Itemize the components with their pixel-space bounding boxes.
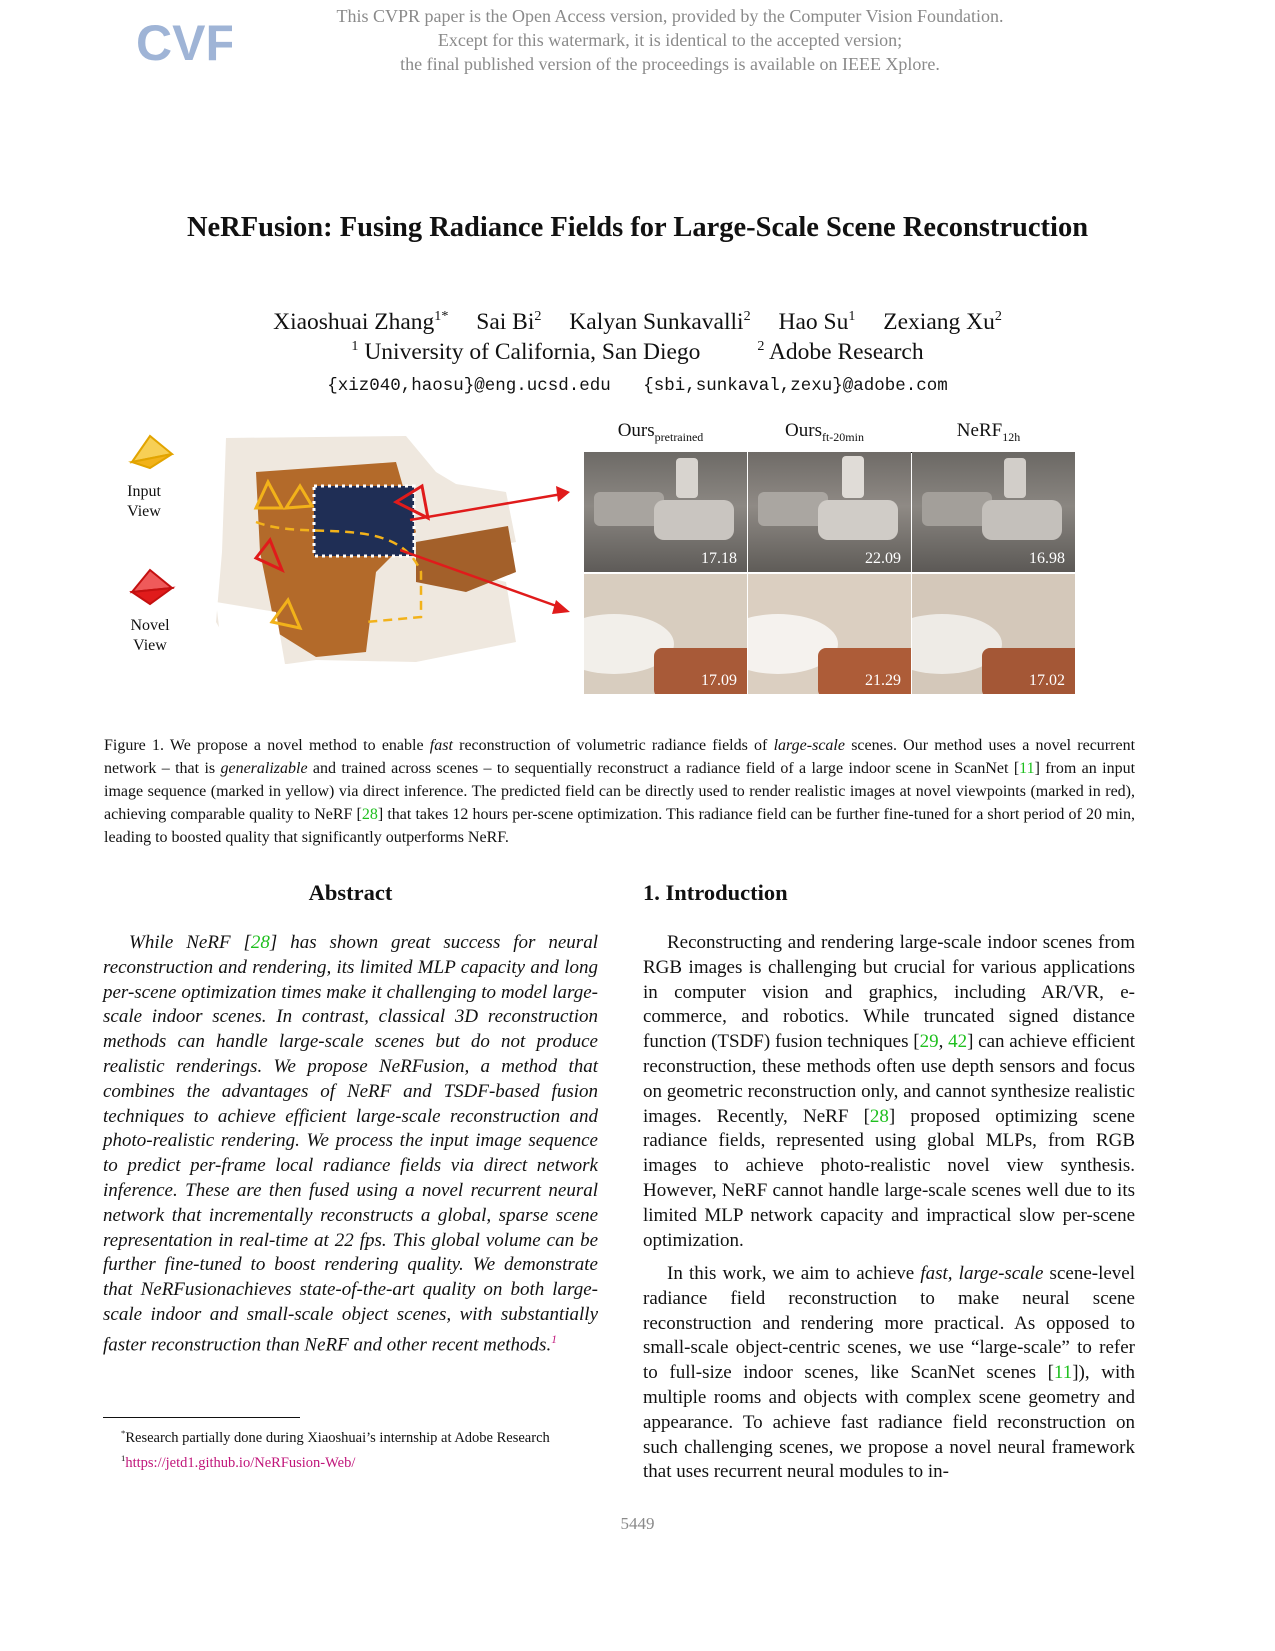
affiliation: $^1$ University of California, San Diego xyxy=(351,338,701,365)
figure-1 xyxy=(100,420,1130,710)
introduction-heading: 1. Introduction xyxy=(643,880,788,905)
citation-link[interactable]: 42 xyxy=(948,1031,968,1053)
abstract-text: While NeRF [28] has shown great success for neural reconstruction and rendering, its limited MLP capacity and long per-scene optimization times make it challenging to model large-scale indoor scenes. In contrast, classical 3D reconstruction methods can handle large-scale scenes but do not produce realistic renderings. We propose NeRFusion, a method that combines the advantages of NeRF and TSDF-based fusion techniques to achieve efficient large-scale reconstruction and photo-realistic rendering. We process the input image sequence to predict per-frame local radiance fields via direct network inference. These are then fused using a novel recurrent neural network that incrementally reconstructs a global, sparse scene representation in real-time at 22 fps. This global volume can be further fine-tuned to boost rendering quality. We demonstrate that NeRFusionachieves state-of-the-art quality on both large-scale indoor and small-scale object scenes, with substantially faster reconstruction than NeRF and other recent methods.$^1$ xyxy=(103,932,598,1356)
render-photo xyxy=(748,574,911,694)
column-header: Ours$_{ft-20min}$ xyxy=(785,420,864,444)
abstract-heading: Abstract xyxy=(308,880,393,905)
watermark-line: the final published version of the proceedings is available on IEEE Xplore. xyxy=(400,54,940,74)
footnote-rule xyxy=(103,1417,300,1418)
affiliations xyxy=(0,338,1275,366)
render-photo xyxy=(584,452,747,572)
cvf-logo xyxy=(136,12,232,76)
email: {sbi,sunkaval,zexu}@adobe.com xyxy=(643,376,948,396)
render-photo xyxy=(584,574,747,694)
footnotes xyxy=(103,1423,598,1473)
citation-link[interactable]: 28 xyxy=(361,806,378,823)
psnr-score: 21.29 xyxy=(865,672,901,689)
render-photo xyxy=(912,452,1075,572)
citation-link[interactable]: 11 xyxy=(1019,760,1035,777)
author: Kalyan Sunkavalli$^2$ xyxy=(569,308,751,335)
author: Sai Bi$^2$ xyxy=(476,308,542,335)
introduction-paragraph: Reconstructing and rendering large-scale indoor scenes from RGB images is challenging but crucial for various applications in computer vision and graphics, including AR/VR, e-commerce, and robotics. While truncated signed distance function (TSDF) fusion techniques [29, 42] can achieve efficient reconstruction, these methods often use depth sensors and focus on geometric reconstruction only, and cannot synthesize realistic images. Recently, NeRF [28] proposed optimizing scene radiance fields, represented using global MLPs, from RGB images to achieve photo-realistic novel view synthesis. However, NeRF cannot handle large-scale scenes well due to its limited MLP network capacity and impractical slow per-scene optimization. xyxy=(643,932,1136,1251)
column-header: NeRF$_{12h}$ xyxy=(956,420,1021,444)
render-photo xyxy=(912,574,1075,694)
watermark-line: This CVPR paper is the Open Access version, provided by the Computer Vision Foundation. xyxy=(336,6,1004,26)
page-number: 5449 xyxy=(620,1514,655,1533)
paper-title: NeRFusion: Fusing Radiance Fields for Large-Scale Scene Reconstruction xyxy=(186,212,1089,243)
affiliation: $^2$ Adobe Research xyxy=(757,338,924,365)
psnr-score: 22.09 xyxy=(865,550,901,567)
novel-view-camera-icon xyxy=(128,566,176,610)
author: Zexiang Xu$^2$ xyxy=(883,308,1002,335)
watermark-line: Except for this watermark, it is identical to the accepted version; xyxy=(437,30,903,50)
open-access-watermark xyxy=(240,4,1100,76)
psnr-score: 17.09 xyxy=(701,672,737,689)
novel-view-label: Novel View xyxy=(130,617,170,654)
author: Hao Su$^1$ xyxy=(778,308,856,335)
footnote: *Research partially done during Xiaoshuai’s internship at Adobe Research xyxy=(121,1428,550,1446)
introduction-paragraph: In this work, we aim to achieve fast, large-scale scene-level radiance field reconstruction to make neural scene reconstruction and rendering more practical. As opposed to small-scale object-centric scenes, we use “large-scale” to refer to full-size indoor scenes, like ScanNet scenes [11]), with multiple rooms and objects with complex scene geometry and appearance. To achieve fast radiance field reconstruction on such challenging scenes, we propose a novel neural framework that uses recurrent neural modules to in- xyxy=(643,1263,1135,1483)
citation-link[interactable]: 29 xyxy=(919,1031,939,1053)
author-list xyxy=(0,308,1275,336)
column-header: Ours$_{pretrained}$ xyxy=(617,420,704,444)
psnr-score: 16.98 xyxy=(1029,550,1065,567)
projection-arrows xyxy=(400,480,580,630)
citation-link[interactable]: 28 xyxy=(250,932,270,953)
email: {xiz040,haosu}@eng.ucsd.edu xyxy=(327,376,611,396)
author-emails xyxy=(0,376,1275,396)
psnr-score: 17.02 xyxy=(1029,672,1065,689)
project-page-link[interactable]: https://jetd1.github.io/NeRFusion-Web/ xyxy=(125,1454,356,1471)
psnr-score: 17.18 xyxy=(701,550,737,567)
citation-link[interactable]: 28 xyxy=(869,1105,889,1127)
svg-text:CVF: CVF xyxy=(136,15,232,71)
figure-caption: Figure 1. We propose a novel method to enable fast reconstruction of volumetric radiance fields of large-scale scenes. Our method uses a novel recurrent network – that is generalizable and trained across scenes – to sequentially reconstruct a radiance field of a large indoor scene in ScanNet [11] from an input image sequence (marked in yellow) via direct inference. The predicted field can be directly used to render realistic images at novel viewpoints (marked in red), achieving comparable quality to NeRF [28] that takes 12 hours per-scene optimization. This radiance field can be further fine-tuned for a short period of 20 min, leading to boosted quality that significantly outperforms NeRF. xyxy=(104,737,1136,846)
render-photo xyxy=(748,452,911,572)
citation-link[interactable]: 11 xyxy=(1053,1362,1073,1384)
footnote-marker[interactable]: 1 xyxy=(551,1333,557,1346)
author: Xiaoshuai Zhang$^{1*}$ xyxy=(273,308,449,335)
input-view-label: Input View xyxy=(127,483,161,520)
input-view-camera-icon xyxy=(128,432,176,476)
footnote: $^1$https://jetd1.github.io/NeRFusion-Web/ xyxy=(121,1452,356,1471)
